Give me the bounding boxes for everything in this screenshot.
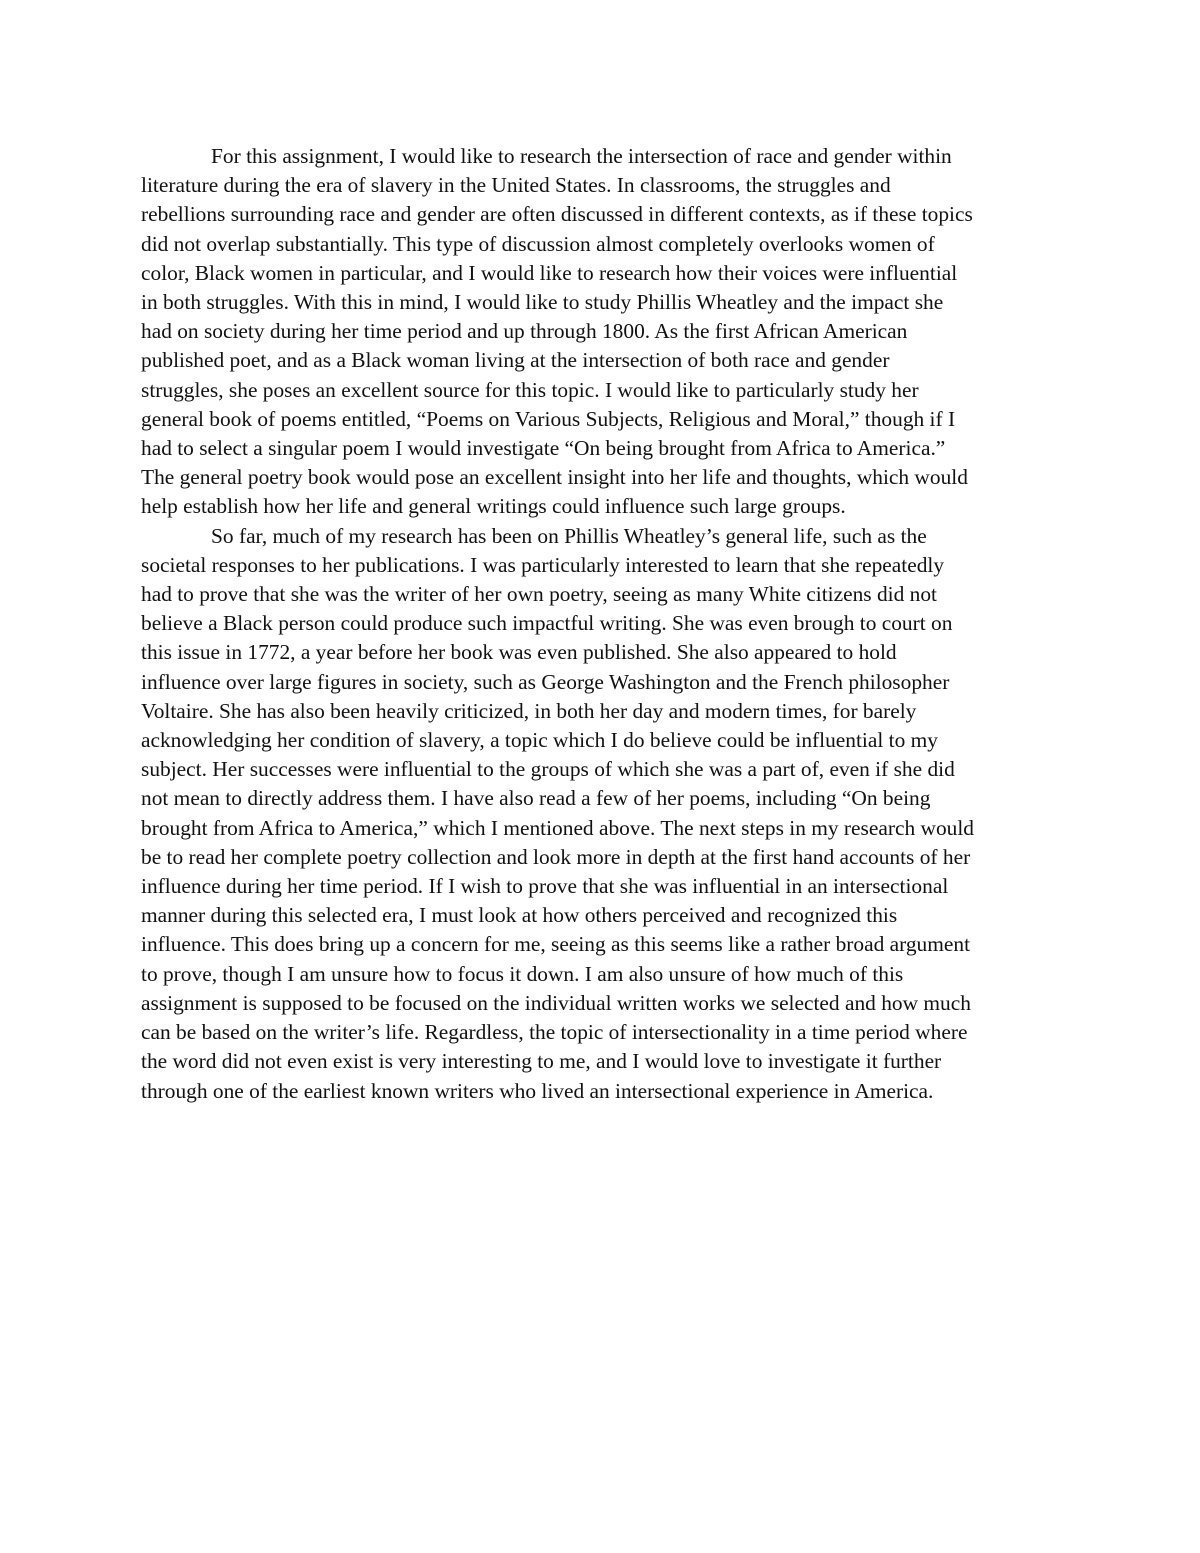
paragraph-2-line: the word did not even exist is very interesting to me, and I would love to investigate it further	[141, 1049, 942, 1074]
paragraph-2-line: brought from Africa to America,” which I mentioned above. The next steps in my research would	[141, 815, 975, 840]
paragraph-1-line: struggles, she poses an excellent source for this topic. I would like to particularly study her	[141, 377, 919, 402]
paragraph-2-line: this issue in 1772, a year before her book was even published. She also appeared to hold	[141, 640, 897, 665]
paragraph-1-line: did not overlap substantially. This type of discussion almost completely overlooks women of	[141, 231, 935, 256]
paragraph-2-line: subject. Her successes were influential to the groups of which she was a part of, even if she did	[141, 757, 955, 782]
paragraph-1-line: help establish how her life and general writings could influence such large groups.	[141, 494, 846, 519]
paragraph-1-line: literature during the era of slavery in the United States. In classrooms, the struggles and	[141, 173, 891, 198]
paragraph-2-line: So far, much of my research has been on Phillis Wheatley’s general life, such as the	[211, 523, 927, 548]
paragraph-2-line: to prove, though I am unsure how to focus it down. I am also unsure of how much of this	[141, 961, 904, 986]
paragraph-1-line: had to select a singular poem I would investigate “On being brought from Africa to America.”	[141, 436, 946, 461]
paragraph-2-line: be to read her complete poetry collection and look more in depth at the first hand accounts of her	[141, 844, 971, 869]
paragraph-2-line: had to prove that she was the writer of her own poetry, seeing as many White citizens did not	[141, 582, 937, 607]
paragraph-2-line: Voltaire. She has also been heavily criticized, in both her day and modern times, for barely	[141, 698, 917, 723]
paragraph-1-line: had on society during her time period and up through 1800. As the first African American	[141, 319, 908, 344]
paragraph-1-line: published poet, and as a Black woman living at the intersection of both race and gender	[141, 348, 890, 373]
paragraph-1-line: For this assignment, I would like to research the intersection of race and gender within	[211, 144, 952, 168]
document-body	[141, 142, 1071, 1106]
paragraph-1-line: rebellions surrounding race and gender are often discussed in different contexts, as if these topics	[141, 202, 973, 227]
paragraph-2-line: influence during her time period. If I wish to prove that she was influential in an intersectional	[141, 874, 949, 899]
paragraph-1-line: general book of poems entitled, “Poems on Various Subjects, Religious and Moral,” though if I	[141, 406, 956, 431]
paragraph-2-line: influence over large figures in society, such as George Washington and the French philosopher	[141, 669, 950, 694]
paragraph-1-line: in both struggles. With this in mind, I would like to study Phillis Wheatley and the impact she	[141, 290, 944, 315]
paragraph-2-line: societal responses to her publications. I was particularly interested to learn that she repeatedly	[141, 552, 945, 577]
paragraph-2-line: through one of the earliest known writers who lived an intersectional experience in America.	[141, 1078, 934, 1103]
paragraph-2-line: influence. This does bring up a concern for me, seeing as this seems like a rather broad argument	[141, 932, 971, 957]
paragraph-2-line: not mean to directly address them. I have also read a few of her poems, including “On being	[141, 786, 931, 811]
paragraph-1-line: color, Black women in particular, and I would like to research how their voices were influential	[141, 260, 958, 285]
paragraph-2-line: assignment is supposed to be focused on the individual written works we selected and how much	[141, 990, 971, 1015]
paragraph-2-line: manner during this selected era, I must look at how others perceived and recognized this	[141, 903, 898, 928]
paragraph-2-line: can be based on the writer’s life. Regardless, the topic of intersectionality in a time period where	[141, 1020, 968, 1045]
paragraph-1-line: The general poetry book would pose an excellent insight into her life and thoughts, which would	[141, 465, 968, 490]
paragraph-2-line: acknowledging her condition of slavery, a topic which I do believe could be influential to my	[141, 728, 938, 753]
paragraph-2-line: believe a Black person could produce such impactful writing. She was even brough to court on	[141, 611, 953, 636]
